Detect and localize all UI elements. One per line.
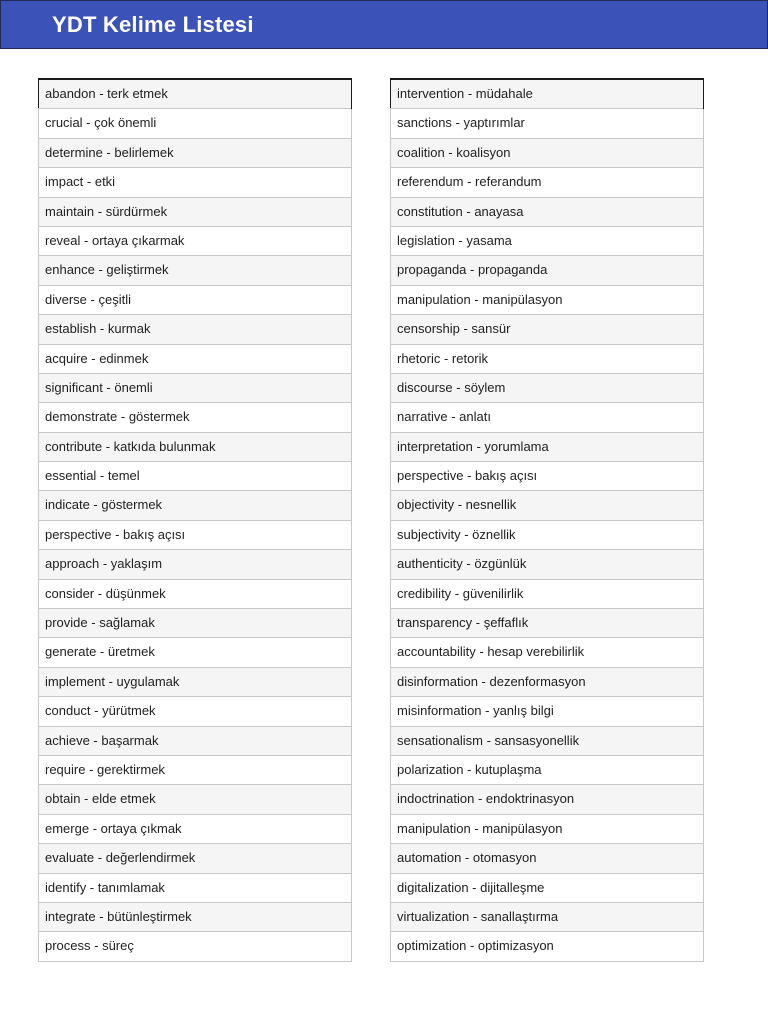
vocabulary-row: impact - etki	[38, 167, 351, 196]
vocabulary-row: reveal - ortaya çıkarmak	[38, 226, 351, 255]
vocabulary-row: disinformation - dezenformasyon	[390, 667, 703, 696]
vocabulary-row: conduct - yürütmek	[38, 696, 351, 725]
vocabulary-row: evaluate - değerlendirmek	[38, 843, 351, 872]
first-row-edge	[351, 78, 352, 109]
vocabulary-row: acquire - edinmek	[38, 344, 351, 373]
vocabulary-row: sanctions - yaptırımlar	[390, 108, 703, 137]
vocabulary-row: generate - üretmek	[38, 637, 351, 666]
vocabulary-row: coalition - koalisyon	[390, 138, 703, 167]
vocabulary-row: determine - belirlemek	[38, 138, 351, 167]
vocabulary-row: obtain - elde etmek	[38, 784, 351, 813]
vocabulary-row: objectivity - nesnellik	[390, 490, 703, 519]
vocabulary-row: narrative - anlatı	[390, 402, 703, 431]
vocabulary-row: crucial - çok önemli	[38, 108, 351, 137]
vocabulary-row: essential - temel	[38, 461, 351, 490]
vocabulary-row: virtualization - sanallaştırma	[390, 902, 703, 931]
vocabulary-row: manipulation - manipülasyon	[390, 285, 703, 314]
vocabulary-row: process - süreç	[38, 931, 351, 960]
vocabulary-row: automation - otomasyon	[390, 843, 703, 872]
vocabulary-row: manipulation - manipülasyon	[390, 814, 703, 843]
vocabulary-row: intervention - müdahale	[390, 78, 703, 108]
vocabulary-row: optimization - optimizasyon	[390, 931, 703, 960]
vocabulary-row: provide - sağlamak	[38, 608, 351, 637]
vocabulary-row: polarization - kutuplaşma	[390, 755, 703, 784]
vocabulary-row: enhance - geliştirmek	[38, 255, 351, 284]
vocabulary-row: sensationalism - sansasyonellik	[390, 726, 703, 755]
vocabulary-row: emerge - ortaya çıkmak	[38, 814, 351, 843]
vocabulary-row: misinformation - yanlış bilgi	[390, 696, 703, 725]
vocabulary-list-right	[390, 78, 704, 962]
vocabulary-row: propaganda - propaganda	[390, 255, 703, 284]
vocabulary-row: require - gerektirmek	[38, 755, 351, 784]
vocabulary-row: identify - tanımlamak	[38, 873, 351, 902]
vocabulary-row: establish - kurmak	[38, 314, 351, 343]
vocabulary-row: interpretation - yorumlama	[390, 432, 703, 461]
vocabulary-row: perspective - bakış açısı	[390, 461, 703, 490]
vocabulary-row: indoctrination - endoktrinasyon	[390, 784, 703, 813]
vocabulary-row: accountability - hesap verebilirlik	[390, 637, 703, 666]
vocabulary-row: implement - uygulamak	[38, 667, 351, 696]
vocabulary-row: diverse - çeşitli	[38, 285, 351, 314]
vocabulary-list-left	[38, 78, 352, 962]
vocabulary-row: credibility - güvenilirlik	[390, 579, 703, 608]
vocabulary-row: legislation - yasama	[390, 226, 703, 255]
vocabulary-row: demonstrate - göstermek	[38, 402, 351, 431]
page-title: YDT Kelime Listesi	[52, 12, 254, 37]
vocabulary-row: digitalization - dijitalleşme	[390, 873, 703, 902]
vocabulary-row: indicate - göstermek	[38, 490, 351, 519]
vocabulary-row: maintain - sürdürmek	[38, 197, 351, 226]
vocabulary-row: authenticity - özgünlük	[390, 549, 703, 578]
vocabulary-row: significant - önemli	[38, 373, 351, 402]
vocabulary-row: discourse - söylem	[390, 373, 703, 402]
vocabulary-row: subjectivity - öznellik	[390, 520, 703, 549]
vocabulary-row: constitution - anayasa	[390, 197, 703, 226]
vocabulary-row: integrate - bütünleştirmek	[38, 902, 351, 931]
vocabulary-row: abandon - terk etmek	[38, 78, 351, 108]
vocabulary-row: approach - yaklaşım	[38, 549, 351, 578]
vocabulary-row: rhetoric - retorik	[390, 344, 703, 373]
vocabulary-row: consider - düşünmek	[38, 579, 351, 608]
vocabulary-row: achieve - başarmak	[38, 726, 351, 755]
vocabulary-row: referendum - referandum	[390, 167, 703, 196]
vocabulary-row: contribute - katkıda bulunmak	[38, 432, 351, 461]
vocabulary-row: transparency - şeffaflık	[390, 608, 703, 637]
vocabulary-row: perspective - bakış açısı	[38, 520, 351, 549]
page-header	[0, 0, 768, 49]
first-row-edge	[703, 78, 704, 109]
vocabulary-row: censorship - sansür	[390, 314, 703, 343]
